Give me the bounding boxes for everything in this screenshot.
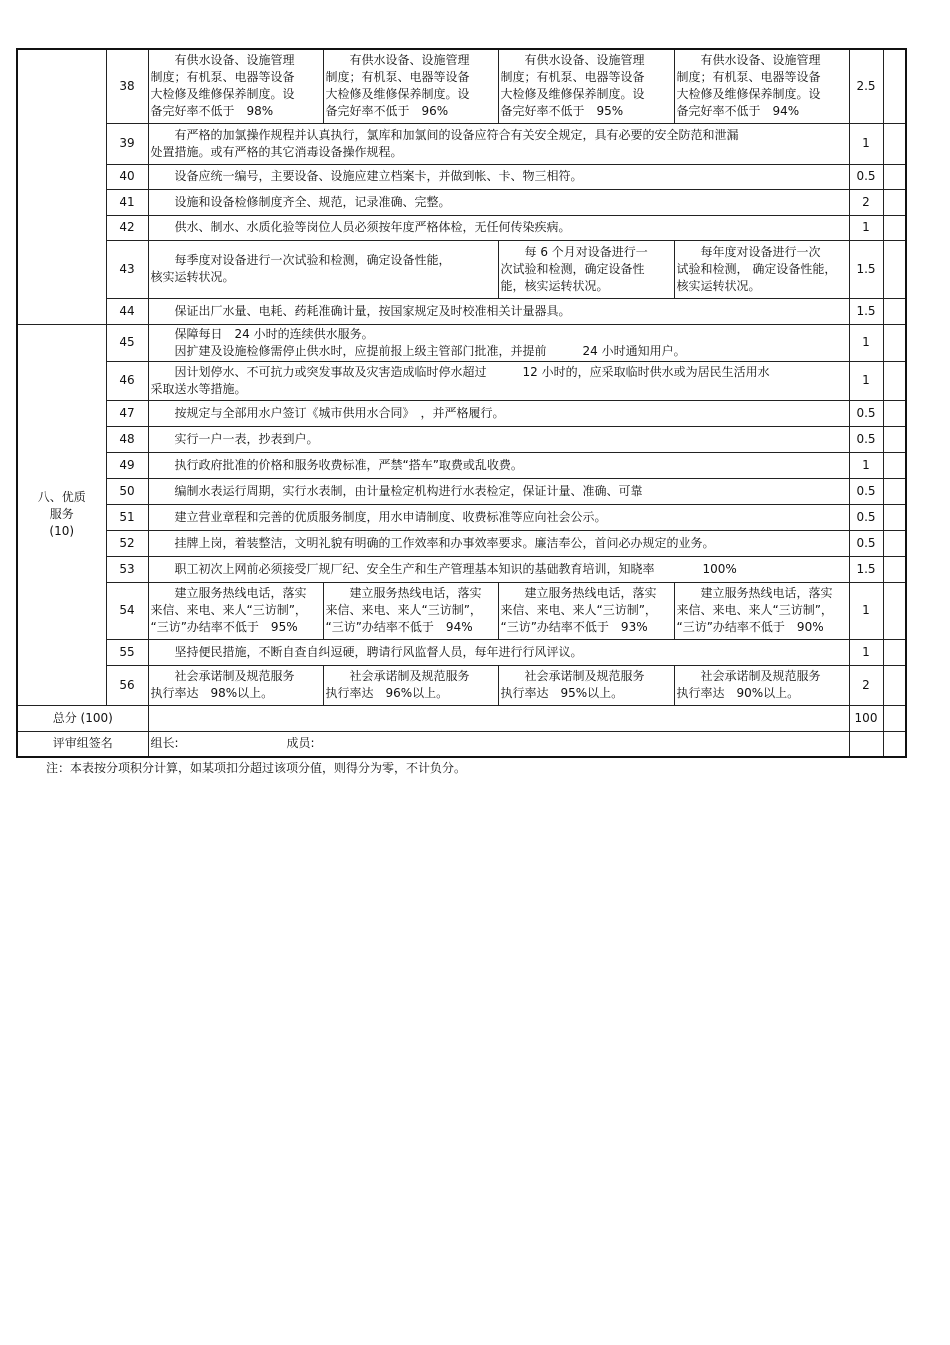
table-row bbox=[17, 665, 906, 705]
score-cell: 1 bbox=[849, 452, 883, 478]
table-row bbox=[17, 240, 906, 298]
total-label: 总分 (100) bbox=[17, 705, 148, 731]
requirement-cell: 坚持便民措施，不断自查自纠逗硬，聘请行风监督人员，每年进行行风评议。 bbox=[148, 639, 849, 665]
leader-label: 组长: bbox=[150, 736, 179, 751]
footnote: 注：本表按分项积分计算，如某项扣分超过该项分值，则得分为零，不计负分。 bbox=[46, 761, 467, 775]
table-row bbox=[17, 298, 906, 324]
score-cell: 1 bbox=[849, 639, 883, 665]
table-row bbox=[17, 582, 906, 639]
item-number: 42 bbox=[106, 215, 148, 240]
requirement-cell: 执行政府批准的价格和服务收费标准，严禁“搭车”取费或乱收费。 bbox=[148, 452, 849, 478]
score-cell: 1 bbox=[849, 324, 883, 361]
deduction-cell bbox=[883, 452, 906, 478]
deduction-cell bbox=[883, 639, 906, 665]
grade-cell: 建立服务热线电话，落实 来信、来电、来人“三访制”， “三访”办结率不低于 90% bbox=[674, 582, 849, 639]
table-row bbox=[17, 556, 906, 582]
requirement-cell: 设施和设备检修制度齐全、规范，记录准确、完整。 bbox=[148, 189, 849, 215]
table-row bbox=[17, 324, 906, 361]
signature-fields bbox=[148, 731, 849, 757]
deduction-cell bbox=[883, 665, 906, 705]
requirement-cell: 保障每日 24 小时的连续供水服务。 因扩建及设施检修需停止供水时，应提前报上级主管部门批准，并提前 24 小时通知用户。 bbox=[148, 324, 849, 361]
grade-cell: 社会承诺制及规范服务 执行率达 96%以上。 bbox=[323, 665, 498, 705]
item-number: 54 bbox=[106, 582, 148, 639]
item-number: 45 bbox=[106, 324, 148, 361]
item-number: 50 bbox=[106, 478, 148, 504]
score-cell: 0.5 bbox=[849, 164, 883, 189]
category-cell-blank bbox=[17, 49, 106, 324]
requirement-cell: 设备应统一编号，主要设备、设施应建立档案卡，并做到帐、卡、物三相符。 bbox=[148, 164, 849, 189]
deduction-cell bbox=[883, 215, 906, 240]
table-row bbox=[17, 361, 906, 400]
signature-label: 评审组签名 bbox=[17, 731, 148, 757]
deduction-cell bbox=[883, 324, 906, 361]
deduction-cell bbox=[883, 530, 906, 556]
requirement-cell: 挂牌上岗，着装整洁，文明礼貌有明确的工作效率和办事效率要求。廉洁奉公，首问必办规定的业务。 bbox=[148, 530, 849, 556]
table-row bbox=[17, 478, 906, 504]
item-number: 38 bbox=[106, 49, 148, 123]
requirement-cell: 按规定与全部用水户签订《城市供用水合同》 ，并严格履行。 bbox=[148, 400, 849, 426]
grade-cell: 建立服务热线电话，落实 来信、来电、来人“三访制”， “三访”办结率不低于 94% bbox=[323, 582, 498, 639]
item-number: 39 bbox=[106, 123, 148, 164]
item-number: 48 bbox=[106, 426, 148, 452]
grade-cell: 社会承诺制及规范服务 执行率达 95%以上。 bbox=[498, 665, 674, 705]
signature-blank bbox=[849, 731, 883, 757]
item-number: 46 bbox=[106, 361, 148, 400]
table-row bbox=[17, 426, 906, 452]
table-row bbox=[17, 400, 906, 426]
table-row bbox=[17, 189, 906, 215]
score-cell: 1 bbox=[849, 215, 883, 240]
grade-cell: 社会承诺制及规范服务 执行率达 90%以上。 bbox=[674, 665, 849, 705]
item-number: 43 bbox=[106, 240, 148, 298]
table-row bbox=[17, 639, 906, 665]
requirement-cell: 有严格的加氯操作规程并认真执行，氯库和加氯间的设备应符合有关安全规定，具有必要的安全防范和泄漏 处置措施。或有严格的其它消毒设备操作规程。 bbox=[148, 123, 849, 164]
deduction-cell bbox=[883, 731, 906, 757]
score-cell: 0.5 bbox=[849, 530, 883, 556]
grade-cell: 建立服务热线电话，落实 来信、来电、来人“三访制”， “三访”办结率不低于 93% bbox=[498, 582, 674, 639]
requirement-cell: 供水、制水、水质化验等岗位人员必须按年度严格体检，无任何传染疾病。 bbox=[148, 215, 849, 240]
deduction-cell bbox=[883, 426, 906, 452]
members-label: 成员: bbox=[286, 736, 315, 751]
table-row bbox=[17, 49, 906, 123]
item-number: 53 bbox=[106, 556, 148, 582]
requirement-cell: 实行一户一表，抄表到户。 bbox=[148, 426, 849, 452]
item-number: 55 bbox=[106, 639, 148, 665]
deduction-cell bbox=[883, 504, 906, 530]
requirement-cell: 建立营业章程和完善的优质服务制度，用水申请制度、收费标准等应向社会公示。 bbox=[148, 504, 849, 530]
grade-cell: 有供水设备、设施管理 制度；有机泵、电器等设备 大检修及维修保养制度。设 备完好率不低于 95% bbox=[498, 49, 674, 123]
total-row bbox=[17, 705, 906, 731]
item-number: 41 bbox=[106, 189, 148, 215]
grade-cell: 社会承诺制及规范服务 执行率达 98%以上。 bbox=[148, 665, 323, 705]
requirement-cell: 因计划停水、不可抗力或突发事故及灾害造成临时停水超过 12 小时的，应采取临时供水或为居民生活用水 采取送水等措施。 bbox=[148, 361, 849, 400]
table-row bbox=[17, 504, 906, 530]
score-cell: 0.5 bbox=[849, 478, 883, 504]
item-number: 40 bbox=[106, 164, 148, 189]
table-row bbox=[17, 452, 906, 478]
deduction-cell bbox=[883, 164, 906, 189]
item-number: 52 bbox=[106, 530, 148, 556]
deduction-cell bbox=[883, 361, 906, 400]
score-cell: 2 bbox=[849, 665, 883, 705]
deduction-cell bbox=[883, 49, 906, 123]
score-cell: 1 bbox=[849, 582, 883, 639]
grade-cell: 有供水设备、设施管理 制度；有机泵、电器等设备 大检修及维修保养制度。设 备完好率不低于 94% bbox=[674, 49, 849, 123]
deduction-cell bbox=[883, 705, 906, 731]
deduction-cell bbox=[883, 556, 906, 582]
item-number: 47 bbox=[106, 400, 148, 426]
deduction-cell bbox=[883, 400, 906, 426]
deduction-cell bbox=[883, 478, 906, 504]
deduction-cell bbox=[883, 298, 906, 324]
score-cell: 1 bbox=[849, 361, 883, 400]
item-number: 49 bbox=[106, 452, 148, 478]
grade-cell: 有供水设备、设施管理 制度；有机泵、电器等设备 大检修及维修保养制度。设 备完好率不低于 98% bbox=[148, 49, 323, 123]
signature-row bbox=[17, 731, 906, 757]
item-number: 51 bbox=[106, 504, 148, 530]
item-number: 56 bbox=[106, 665, 148, 705]
evaluation-table bbox=[16, 48, 907, 758]
score-cell: 1.5 bbox=[849, 240, 883, 298]
category-cell: 八、优质 服务 (10) bbox=[17, 324, 106, 705]
total-score: 100 bbox=[849, 705, 883, 731]
table-row bbox=[17, 215, 906, 240]
requirement-cell: 保证出厂水量、电耗、药耗准确计量，按国家规定及时校准相关计量器具。 bbox=[148, 298, 849, 324]
score-cell: 0.5 bbox=[849, 400, 883, 426]
grade-cell: 每季度对设备进行一次试验和检测，确定设备性能， 核实运转状况。 bbox=[148, 240, 498, 298]
grade-cell: 每年度对设备进行一次 试验和检测， 确定设备性能， 核实运转状况。 bbox=[674, 240, 849, 298]
score-cell: 2.5 bbox=[849, 49, 883, 123]
score-cell: 1 bbox=[849, 123, 883, 164]
requirement-cell: 职工初次上网前必须接受厂规厂纪、安全生产和生产管理基本知识的基础教育培训，知晓率 100% bbox=[148, 556, 849, 582]
score-cell: 1.5 bbox=[849, 556, 883, 582]
requirement-cell: 编制水表运行周期，实行水表制，由计量检定机构进行水表检定，保证计量、准确、可靠 bbox=[148, 478, 849, 504]
deduction-cell bbox=[883, 123, 906, 164]
deduction-cell bbox=[883, 240, 906, 298]
item-number: 44 bbox=[106, 298, 148, 324]
score-cell: 0.5 bbox=[849, 504, 883, 530]
score-cell: 1.5 bbox=[849, 298, 883, 324]
total-blank bbox=[148, 705, 849, 731]
grade-cell: 有供水设备、设施管理 制度；有机泵、电器等设备 大检修及维修保养制度。设 备完好率不低于 96% bbox=[323, 49, 498, 123]
grade-cell: 每 6 个月对设备进行一 次试验和检测，确定设备性 能，核实运转状况。 bbox=[498, 240, 674, 298]
table-row bbox=[17, 164, 906, 189]
score-cell: 0.5 bbox=[849, 426, 883, 452]
table-row bbox=[17, 123, 906, 164]
score-cell: 2 bbox=[849, 189, 883, 215]
table-row bbox=[17, 530, 906, 556]
deduction-cell bbox=[883, 582, 906, 639]
deduction-cell bbox=[883, 189, 906, 215]
grade-cell: 建立服务热线电话，落实 来信、来电、来人“三访制”， “三访”办结率不低于 95% bbox=[148, 582, 323, 639]
